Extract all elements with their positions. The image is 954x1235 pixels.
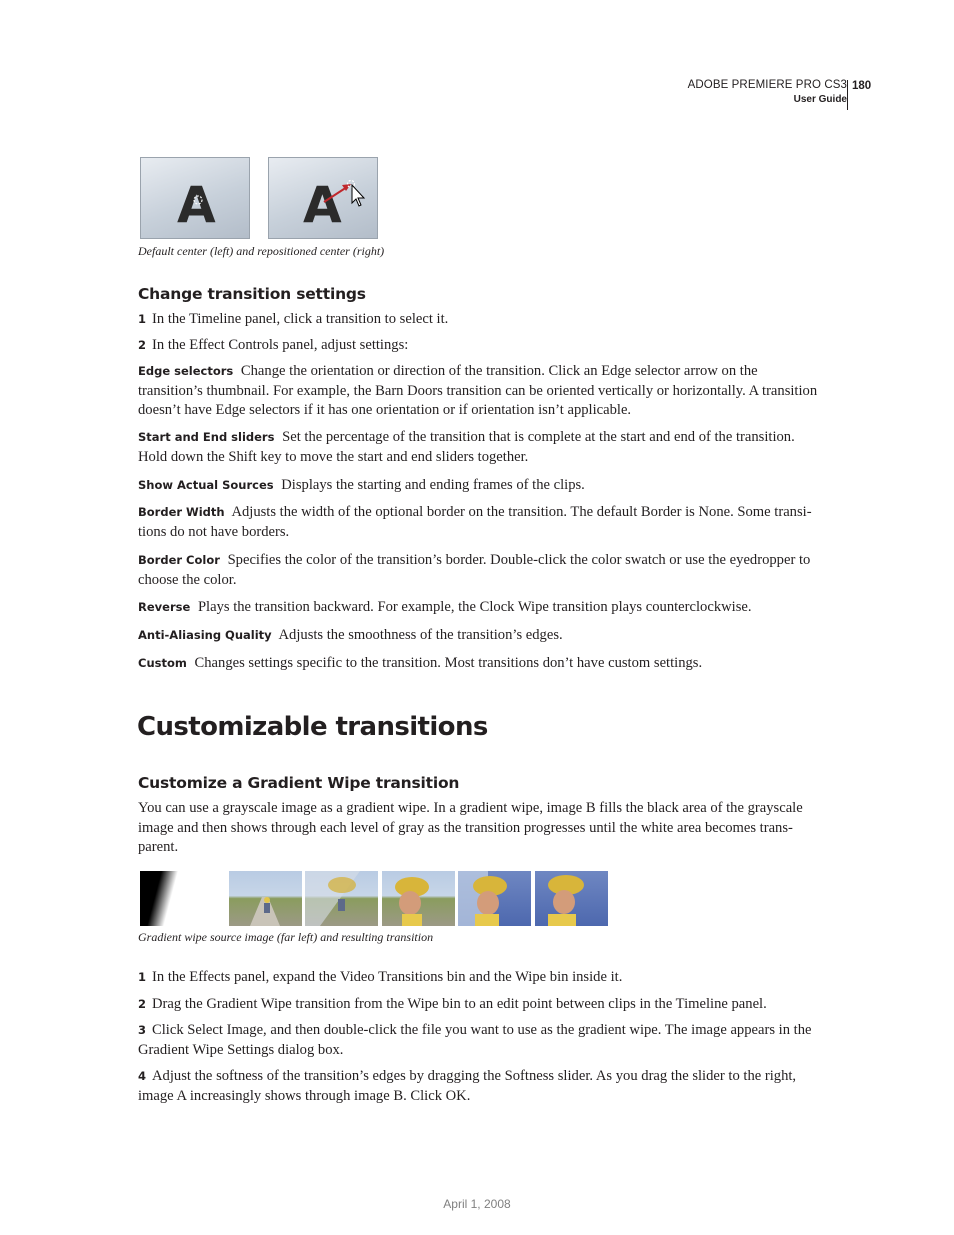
header-divider	[847, 80, 848, 110]
default-center-thumbnail	[140, 157, 250, 239]
figure-caption: Gradient wipe source image (far left) and resulting transition	[138, 930, 434, 944]
step-2: 2 Drag the Gradient Wipe transition from the Wipe bin to an edit point between clips in the Timeline panel.	[138, 996, 767, 1012]
setting-border-width: Border Width Adjusts the width of the optional border on the transition. The default Border is None. Some transi-tions do not have borders.	[138, 504, 812, 540]
setting-edge-selectors: Edge selectors Change the orientation or direction of the transition. Click an Edge selector arrow on the transition’s thumbnail. For example, the Barn Doors transition can be oriented vertically or horizontally. A transition doesn’t have Edge selectors if it has one orientation or if orientation isn’t applicable.	[138, 363, 818, 418]
gradient-wipe-figure	[140, 871, 609, 926]
step-1: 1 In the Timeline panel, click a transition to select it.	[138, 311, 449, 327]
transition-frame-5	[535, 871, 608, 926]
step-4: 4 Adjust the softness of the transition’s edges by dragging the Softness slider. As you drag the slider to the right, image A increasingly shows through image B. Click OK.	[138, 1068, 797, 1104]
letter-a: A	[303, 176, 342, 234]
transition-frame-1	[229, 871, 302, 926]
section-heading: Change transition settings	[138, 285, 366, 303]
step-3: 3 Click Select Image, and then double-click the file you want to use as the gradient wipe. The image appears in the Gradient Wipe Settings dialog box.	[138, 1022, 812, 1058]
product-name: ADOBE PREMIERE PRO CS3	[687, 79, 847, 91]
step-1: 1 In the Effects panel, expand the Video Transitions bin and the Wipe bin inside it.	[138, 969, 623, 985]
footer-date: April 1, 2008	[443, 1197, 511, 1211]
setting-start-end-sliders: Start and End sliders Set the percentage of the transition that is complete at the start and end of the transition. Hold down the Shift key to move the start and end sliders together.	[138, 429, 795, 465]
step-2: 2 In the Effect Controls panel, adjust settings:	[138, 337, 409, 353]
repositioned-center-thumbnail	[268, 157, 378, 239]
letter-a: A	[177, 176, 216, 234]
setting-show-actual-sources: Show Actual Sources Displays the starting and ending frames of the clips.	[138, 477, 585, 493]
transition-frame-4	[458, 871, 531, 926]
guide-label: User Guide	[793, 94, 847, 105]
chapter-title: Customizable transitions	[137, 712, 488, 742]
cursor-icon	[352, 185, 364, 206]
intro-paragraph: You can use a grayscale image as a gradient wipe. In a gradient wipe, image B fills the black area of the grayscale image and then shows through each level of gray as the transition progresses until the white area becomes trans-parent.	[138, 800, 803, 855]
setting-border-color: Border Color Specifies the color of the transition’s border. Double-click the color swatch or use the eyedropper to choose the color.	[138, 552, 811, 588]
gradient-source-image	[140, 871, 198, 926]
setting-reverse: Reverse Plays the transition backward. For example, the Clock Wipe transition plays counterclockwise.	[138, 599, 752, 615]
running-header	[688, 79, 847, 105]
figure-caption: Default center (left) and repositioned center (right)	[138, 244, 385, 258]
subsection-heading: Customize a Gradient Wipe transition	[138, 774, 460, 792]
transition-frame-3	[382, 871, 455, 926]
setting-anti-aliasing: Anti-Aliasing Quality Adjusts the smoothness of the transition’s edges.	[138, 627, 563, 643]
setting-custom: Custom Changes settings specific to the transition. Most transitions don’t have custom settings.	[138, 655, 703, 671]
page-number: 180	[852, 80, 872, 92]
transition-frame-2	[305, 871, 378, 926]
